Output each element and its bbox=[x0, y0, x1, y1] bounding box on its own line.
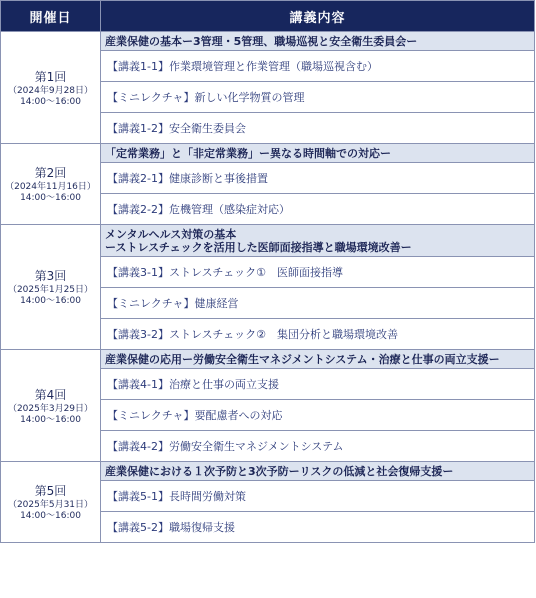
session-theme bbox=[101, 32, 535, 51]
session-4-date-cell bbox=[1, 350, 101, 462]
session-number: 第4回 bbox=[34, 387, 67, 402]
session-number: 第5回 bbox=[34, 484, 67, 498]
session-time: 14:00～16:00 bbox=[20, 414, 81, 425]
lecture-item: 【講義1-1】作業環境管理と作業管理（職場巡視含む） bbox=[101, 51, 535, 82]
session-2-theme-row bbox=[1, 144, 535, 163]
theme-line: 産業保健の基本ー3管理・5管理、職場巡視と安全衛生委員会ー bbox=[105, 35, 418, 48]
session-theme bbox=[101, 225, 535, 257]
session-time: 14:00～16:00 bbox=[20, 193, 81, 203]
session-theme bbox=[101, 350, 535, 369]
header-content: 講義内容 bbox=[101, 1, 535, 32]
lecture-item: 【講義4-1】治療と仕事の両立支援 bbox=[101, 369, 535, 400]
theme-line: 「定常業務」と「非定常業務」ー異なる時間軸での対応ー bbox=[105, 147, 391, 160]
lecture-item: 【ミニレクチャ】要配慮者への対応 bbox=[101, 400, 535, 431]
lecture-item: 【講義5-2】職場復帰支援 bbox=[101, 512, 535, 543]
session-1-theme-row bbox=[1, 32, 535, 51]
session-time: 14:00～16:00 bbox=[20, 511, 81, 521]
lecture-item: 【講義5-1】長時間労働対策 bbox=[101, 481, 535, 512]
theme-line: 産業保健における１次予防と3次予防ーリスクの低減と社会復帰支援ー bbox=[105, 465, 454, 478]
session-3-theme-row bbox=[1, 225, 535, 257]
session-3-date-cell bbox=[1, 225, 101, 350]
session-date: （2025年3月29日） bbox=[7, 403, 94, 414]
theme-line: 産業保健の応用ー労働安全衛生マネジメントシステム・治療と仕事の両立支援ー bbox=[105, 353, 500, 366]
lecture-item: 【講義3-1】ストレスチェック① 医師面接指導 bbox=[101, 257, 535, 288]
lecture-item: 【ミニレクチャ】新しい化学物質の管理 bbox=[101, 82, 535, 113]
lecture-item: 【講義3-2】ストレスチェック② 集団分析と職場環境改善 bbox=[101, 319, 535, 350]
session-1-date-cell bbox=[1, 32, 101, 144]
session-4-theme-row bbox=[1, 350, 535, 369]
lecture-item: 【講義4-2】労働安全衛生マネジメントシステム bbox=[101, 431, 535, 462]
session-number: 第1回 bbox=[34, 69, 67, 84]
session-time: 14:00～16:00 bbox=[20, 296, 81, 306]
session-date: （2025年1月25日） bbox=[7, 285, 94, 295]
session-time: 14:00～16:00 bbox=[20, 96, 81, 107]
session-2-date-cell bbox=[1, 144, 101, 225]
header-date: 開催日 bbox=[1, 1, 101, 32]
table-header-row bbox=[1, 1, 535, 32]
session-number: 第3回 bbox=[34, 269, 67, 283]
lecture-item: 【ミニレクチャ】健康経営 bbox=[101, 288, 535, 319]
lecture-item: 【講義2-1】健康診断と事後措置 bbox=[101, 163, 535, 194]
lecture-item: 【講義2-2】危機管理（感染症対応） bbox=[101, 194, 535, 225]
theme-line: メンタルヘルス対策の基本 bbox=[105, 228, 237, 241]
session-theme bbox=[101, 144, 535, 163]
session-date: （2025年5月31日） bbox=[7, 500, 94, 510]
session-5-theme-row bbox=[1, 462, 535, 481]
session-date: （2024年9月28日） bbox=[7, 85, 94, 96]
session-date: （2024年11月16日） bbox=[5, 182, 96, 192]
session-theme bbox=[101, 462, 535, 481]
lecture-item: 【講義1-2】安全衛生委員会 bbox=[101, 113, 535, 144]
theme-line: ーストレスチェックを活用した医師面接指導と職場環境改善ー bbox=[105, 241, 412, 254]
session-5-date-cell bbox=[1, 462, 101, 543]
session-number: 第2回 bbox=[34, 166, 67, 180]
